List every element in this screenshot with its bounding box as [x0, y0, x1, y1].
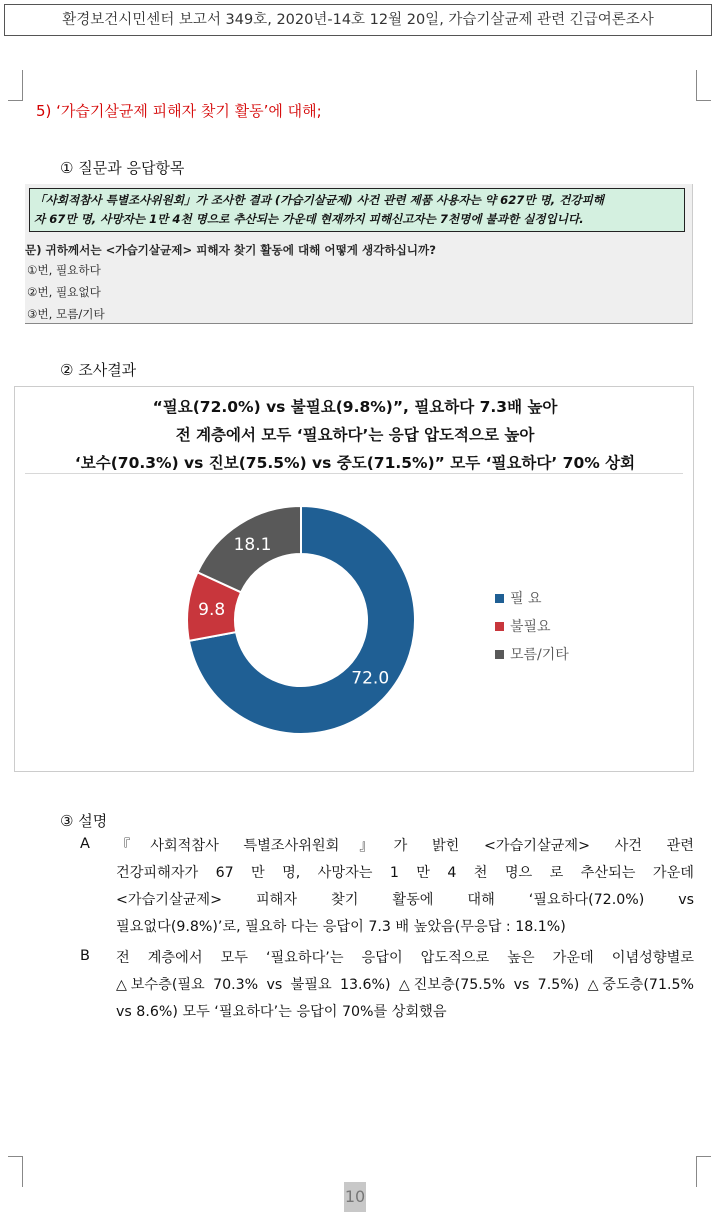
answer-option: ③번, 모름/기타 [27, 307, 105, 321]
legend-swatch [495, 622, 504, 631]
explanation-line: 건강피해자가 67 만 명, 사망자는 1 만 4 천 명으 로 추산되는 가운데 [116, 865, 694, 881]
explanation-line: 필요없다(9.8%)’로, 필요하 다는 응답이 7.3 배 높았음(무응답 : 18.1%) [116, 919, 566, 935]
legend-label: 필 요 [510, 591, 542, 607]
chart-title-line: 전 계층에서 모두 ‘필요하다’는 응답 압도적으로 높아 [175, 426, 535, 444]
explanation-line: <가습기살균제> 피해자 찾기 활동에 대해 ‘필요하다(72.0%) vs [116, 892, 694, 908]
explanation-line: 『사회적참사 특별조사위원회』가 밝힌 <가습기살균제> 사건 관련 [116, 838, 694, 854]
data-label: 72.0 [351, 668, 390, 689]
legend-swatch [495, 594, 504, 603]
report-header: 환경보건시민센터 보고서 349호, 2020년-14호 12월 20일, 가습기살균제 관련 긴급여론조사 [4, 4, 712, 36]
subheading-question: ① 질문과 응답항목 [60, 159, 185, 177]
legend-label: 불필요 [510, 619, 551, 635]
answer-option: ①번, 필요하다 [27, 263, 101, 277]
data-label: 9.8 [198, 599, 226, 620]
corner-mark-bottom-right [696, 1156, 711, 1187]
legend-item-unneeded [495, 616, 551, 636]
context-line: 자 67만 명, 사망자는 1만 4천 명으로 추산되는 가운데 현재까지 피해신고자는 7천명에 불과한 실정입니다. [34, 212, 584, 226]
context-box [29, 188, 685, 232]
subheading-explanation: ③ 설명 [60, 812, 108, 830]
corner-mark-top-left [8, 70, 23, 101]
chart-panel [14, 386, 694, 772]
context-line: 「사회적참사 특별조사위원회」가 조사한 결과 (가습기살균제) 사건 관련 제품 사용자는 약 627만 명, 건강피해 [34, 193, 605, 207]
survey-question: 문) 귀하께서는 <가습기살균제> 피해자 찾기 활동에 대해 어떻게 생각하십니까? [25, 243, 436, 257]
explanation-line: △보수층(필요 70.3% vs 불필요 13.6%) △진보층(75.5% vs 7.5%) △중도층(71.5% [116, 977, 694, 993]
chart-title-line: ‘보수(70.3%) vs 진보(75.5%) vs 중도(71.5%)” 모두 ‘필요하다’ 70% 상회 [74, 454, 636, 472]
legend-item-unknown [495, 644, 569, 664]
answer-option: ②번, 필요없다 [27, 285, 101, 299]
explanation-line: vs 8.6%) 모두 ‘필요하다’는 응답이 70%를 상회했음 [116, 1004, 447, 1020]
question-box [25, 184, 693, 324]
data-label: 18.1 [233, 535, 272, 556]
explanation-line: 전 계층에서 모두 ‘필요하다’는 응답이 압도적으로 높은 가운데 이념성향별로 [116, 950, 694, 966]
donut-chart [15, 387, 695, 773]
legend-item-needed [495, 588, 542, 608]
corner-mark-bottom-left [8, 1156, 23, 1187]
chart-title-line: “필요(72.0%) vs 불필요(9.8%)”, 필요하다 7.3배 높아 [152, 398, 558, 416]
legend-label: 모름/기타 [510, 647, 569, 663]
corner-mark-top-right [696, 70, 711, 101]
page-number: 10 [344, 1182, 366, 1212]
section-title: 5) ‘가습기살균제 피해자 찾기 활동’에 대해; [36, 102, 322, 120]
legend-swatch [495, 650, 504, 659]
subheading-results: ② 조사결과 [60, 361, 137, 379]
item-letter-b: B [80, 948, 90, 964]
item-letter-a: A [80, 836, 90, 852]
